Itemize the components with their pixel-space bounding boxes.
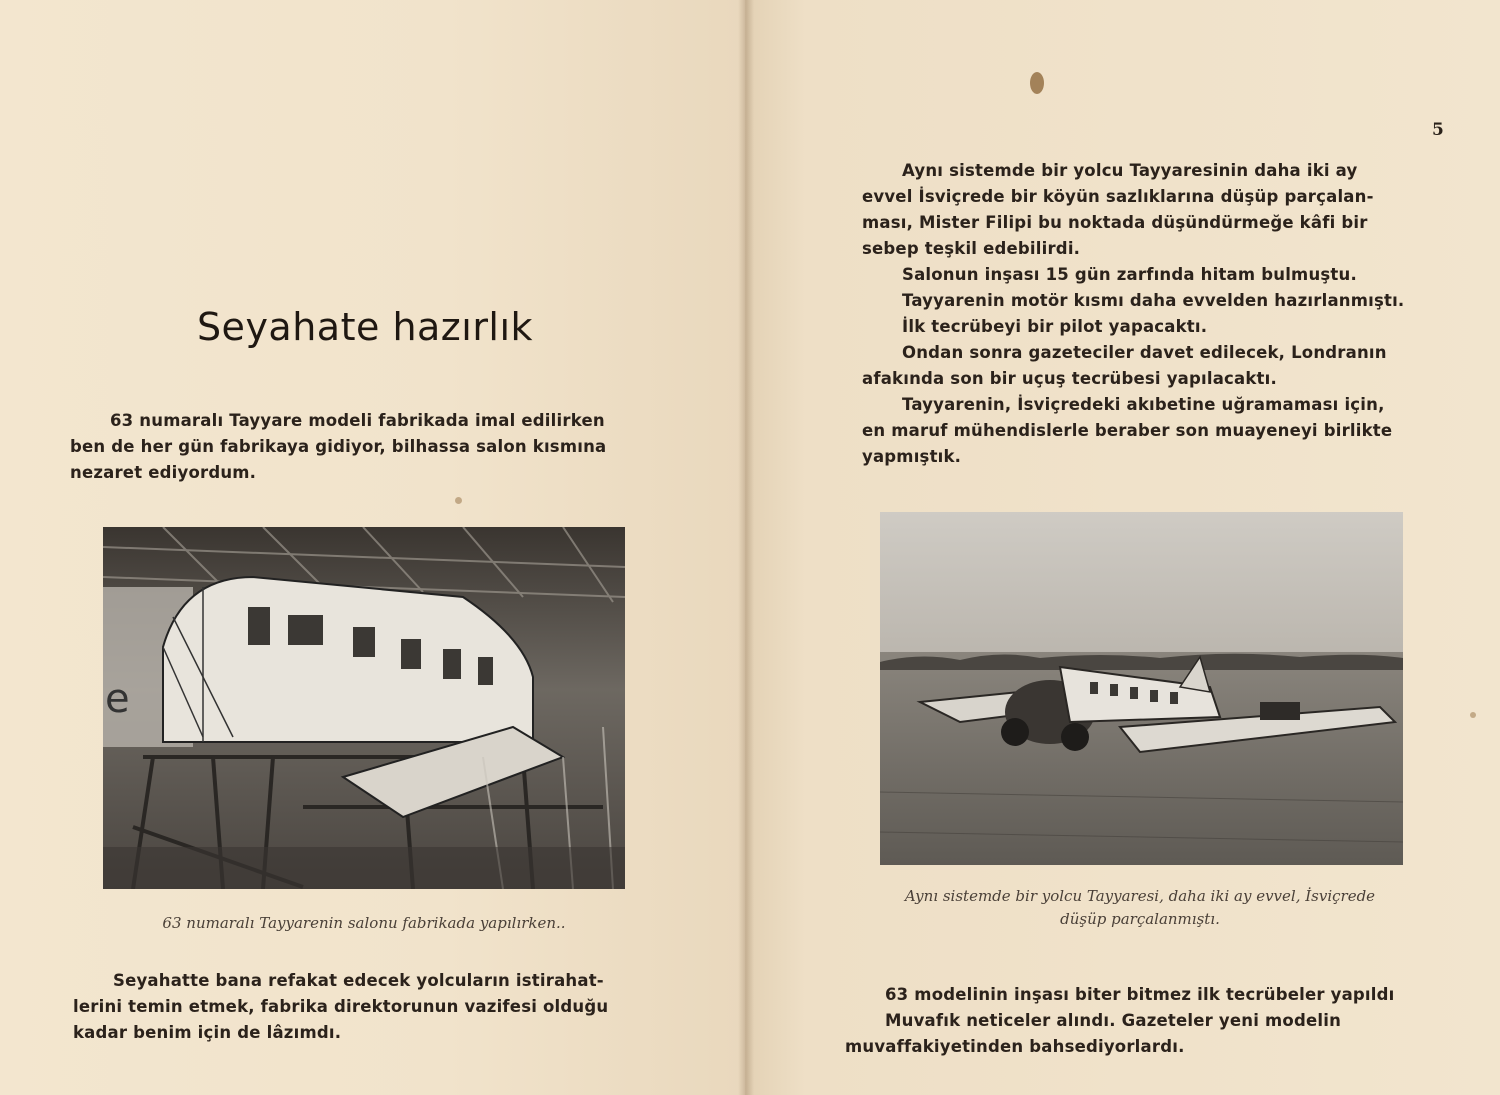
left-photo-caption: 63 numaralı Tayyarenin salonu fabrikada yapılırken.. [162, 914, 566, 932]
text-line: yapmıştık. [862, 447, 962, 466]
text-line: afakında son bir uçuş tecrübesi yapılacaktı. [862, 369, 1277, 388]
text-line: İlk tecrübeyi bir pilot yapacaktı. [902, 317, 1208, 336]
right-body-paragraph [862, 158, 1440, 470]
text-line: en maruf mühendislerle beraber son muayeneyi birlikte [862, 421, 1393, 440]
text-line: 63 numaralı Tayyare modeli fabrikada imal edilirken [110, 411, 605, 430]
text-line: nezaret ediyordum. [70, 463, 257, 482]
text-line: Seyahatte bana refakat edecek yolcuların istirahat- [113, 971, 604, 990]
text-line: evvel İsviçrede bir köyün sazlıklarına düşüp parçalan- [862, 187, 1374, 206]
right-photo-caption [860, 885, 1420, 931]
factory-cabin-illustration [103, 527, 625, 889]
chapter-title: Seyahate hazırlık [196, 305, 534, 349]
text-line: lerini temin etmek, fabrika direktorunun vazifesi olduğu [73, 997, 609, 1016]
closing-paragraph-right [845, 982, 1422, 1060]
paper-stain [455, 497, 462, 504]
text-line: Tayyarenin, İsviçredeki akıbetine uğramaması için, [902, 395, 1385, 414]
closing-paragraph-left [73, 968, 651, 1046]
crash-photo [880, 512, 1403, 865]
text-line: kadar benim için de lâzımdı. [73, 1023, 342, 1042]
text-line: Aynı sistemde bir yolcu Tayyaresinin daha iki ay [902, 161, 1358, 180]
text-line: Tayyarenin motör kısmı daha evvelden hazırlanmıştı. [902, 291, 1405, 310]
paper-stain [1470, 712, 1476, 718]
svg-text:e: e [105, 676, 130, 722]
text-line: ması, Mister Filipi bu noktada düşündürmeğe kâfi bir [862, 213, 1368, 232]
text-line: 63 modelinin inşası biter bitmez ilk tecrübeler yapıldı [885, 985, 1395, 1004]
page-number: 5 [1432, 120, 1444, 140]
text-line: ben de her gün fabrikaya gidiyor, bilhassa salon kısmına [70, 437, 607, 456]
book-gutter [738, 0, 754, 1095]
crashed-plane-illustration [880, 512, 1403, 865]
caption-line: Aynı sistemde bir yolcu Tayyaresi, daha iki ay evvel, İsviçrede [904, 887, 1376, 905]
caption-line: düşüp parçalanmıştı. [1060, 910, 1220, 928]
text-line: Ondan sonra gazeteciler davet edilecek, Londranın [902, 343, 1387, 362]
text-line: sebep teşkil edebilirdi. [862, 239, 1081, 258]
factory-photo [103, 527, 625, 889]
text-line: Muvafık neticeler alındı. Gazeteler yeni modelin [885, 1011, 1342, 1030]
text-line: muvaffakiyetinden bahsediyorlardı. [845, 1037, 1185, 1056]
intro-paragraph [70, 408, 650, 486]
paper-stain [1030, 72, 1044, 94]
left-page [0, 0, 745, 1095]
text-line: Salonun inşası 15 gün zarfında hitam bulmuştu. [902, 265, 1357, 284]
